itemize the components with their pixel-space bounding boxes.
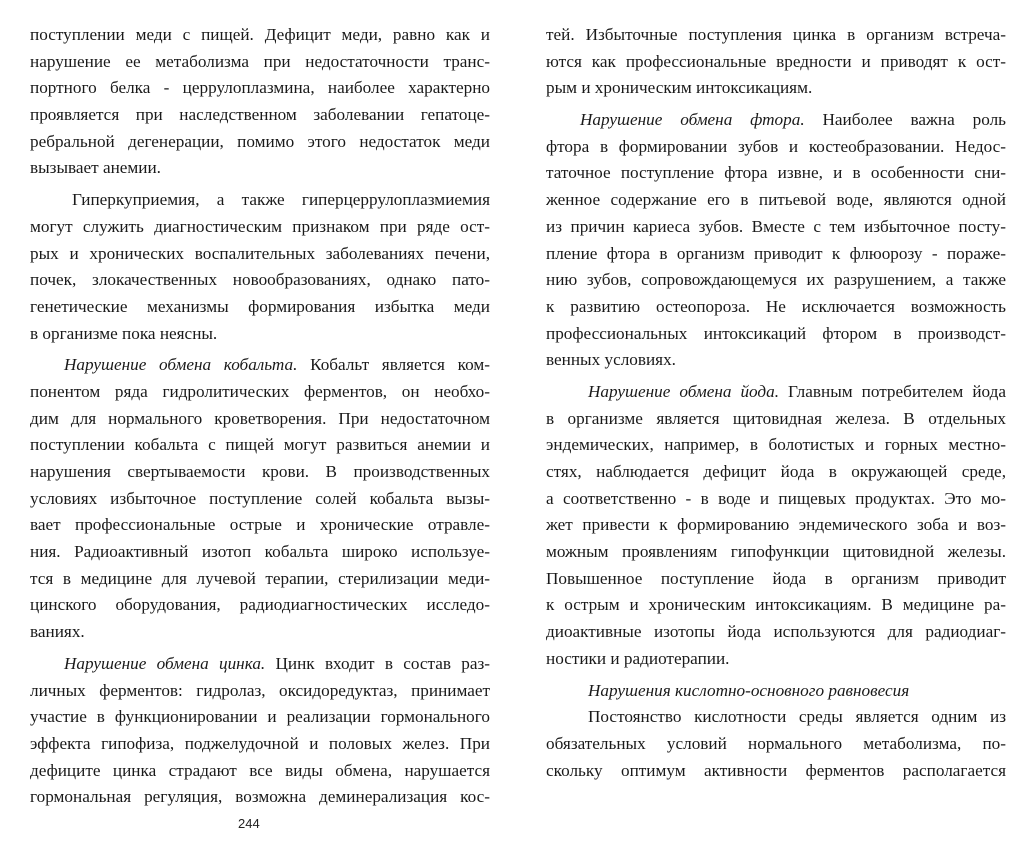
text-line: гормональная регуляция, возможна деминерализация кос-: [30, 787, 490, 807]
text-line: ностики и радиотерапии.: [546, 648, 730, 668]
text-line: Постоянство кислотности среды является одним из: [588, 707, 1006, 727]
text-line: ются как профессиональные вредности и приводят к ост-: [546, 51, 1006, 71]
text-line: [30, 352, 490, 379]
text-line: ваниях.: [30, 622, 85, 642]
right-column: [546, 22, 1006, 784]
section-heading-fluorine: Нарушение обмена фтора.: [580, 110, 805, 130]
paragraph-cobalt: [30, 352, 490, 646]
text-line: дим для нормального кроветворения. При недостаточном: [30, 408, 490, 428]
page-number: 244: [238, 816, 260, 831]
text-line: [30, 651, 490, 678]
text-line: Повышенное поступление йода в организм приводит: [546, 568, 1006, 588]
text-line: участие в функционировании и реализации гормонального: [30, 707, 490, 727]
text-fragment: Кобальт является ком-: [297, 355, 490, 375]
text-line: ния. Радиоактивный изотоп кобальта широко используе-: [30, 542, 490, 562]
text-line: скольку оптимум активности ферментов располагается: [546, 760, 1006, 780]
text-line: жет привести к формированию эндемического зоба и воз-: [546, 515, 1006, 535]
text-line: рым и хроническим интоксикациям.: [546, 78, 813, 98]
text-line: цинского оборудования, радиодиагностических исследо-: [30, 595, 490, 615]
text-line: вызывает анемии.: [30, 158, 161, 178]
text-line: к острым и хроническим интоксикациям. В медицине ра-: [546, 595, 1006, 615]
paragraph-hypercupremia: [30, 187, 490, 347]
text-line: диоактивные изотопы йода используются для радиодиаг-: [546, 622, 1006, 642]
paragraph-zinc-continued: [546, 22, 1006, 102]
text-line: пление фтора в организм приводит к флюорозу - пораже-: [546, 243, 1006, 263]
paragraph-iodine: [546, 379, 1006, 673]
text-fragment: Цинк входит в состав раз-: [265, 653, 490, 673]
section-heading-zinc: Нарушение обмена цинка.: [64, 653, 266, 673]
text-line: стях, наблюдается дефицит йода в окружающей среде,: [546, 462, 1006, 481]
text-line: портного белка - церрулоплазмина, наиболее характерно: [30, 78, 490, 98]
text-line: тся в медицине для лучевой терапии, стерилизации меди-: [30, 568, 490, 588]
text-line: дефиците цинка страдают все виды обмена, нарушается: [30, 760, 490, 780]
text-line: профессиональных интоксикаций фтором в производст-: [546, 323, 1006, 343]
text-line: вает профессиональные острые и хронические отравле-: [30, 515, 490, 535]
text-line: могут служить диагностическим признаком при ряде ост-: [30, 216, 490, 236]
text-fragment: Главным потребителем йода: [779, 381, 1006, 401]
text-line: почек, злокачественных новообразованиях, однако пато-: [30, 270, 490, 290]
text-line: нию зубов, сопровождающемуся их разрушением, а также: [546, 270, 1006, 290]
text-line: проявляется при наследственном заболевании гепатоце-: [30, 105, 490, 125]
text-line: поступлении кобальта с пищей могут развиться анемии и: [30, 435, 490, 455]
text-line: венных условиях.: [546, 350, 676, 370]
section-heading-cobalt: Нарушение обмена кобальта.: [64, 355, 298, 375]
text-line: в организме является щитовидная железа. В отдельных: [546, 408, 1006, 428]
text-line: можным проявлениям гипофункции щитовидной железы.: [546, 542, 1006, 562]
text-line: в организме пока неясны.: [30, 323, 218, 343]
text-line: эффекта гипофиза, поджелудочной и половых желез. При: [30, 733, 490, 753]
text-line: к развитию остеопороза. Не исключается возможность: [546, 296, 1006, 316]
text-line: рых и хронических воспалительных заболеваниях печени,: [30, 243, 490, 263]
paragraph-zinc: [30, 651, 490, 811]
text-line: [546, 107, 1006, 134]
text-line: личных ферментов: гидролаз, оксидоредуктаз, принимает: [30, 680, 490, 700]
paragraph-copper-deficiency: [30, 22, 490, 182]
text-line: нарушение ее метаболизма при недостаточности транс-: [30, 51, 490, 71]
text-line: [546, 379, 1006, 406]
text-line: таточное поступление фтора извне, и в особенности сни-: [546, 163, 1006, 183]
text-line: генетические механизмы формирования избытка меди: [30, 296, 490, 316]
text-line: тей. Избыточные поступления цинка в организм встреча-: [546, 25, 1006, 44]
left-column: [30, 22, 490, 811]
text-line: нарушения свертываемости крови. В производственных: [30, 462, 490, 481]
text-line: обязательных условий нормального метаболизма, по-: [546, 733, 1006, 753]
paragraph-acid-base: [546, 704, 1006, 784]
text-line: ребральной дегенерации, помимо этого недостаток меди: [30, 131, 490, 151]
section-heading-acid-base: Нарушения кислотно-основного равновесия: [588, 680, 910, 700]
text-line: женное содержание его в питьевой воде, являются одной: [546, 190, 1006, 210]
text-line: фтора в формировании зубов и костеобразовании. Недос-: [546, 136, 1006, 156]
paragraph-fluorine: [546, 107, 1006, 374]
section-heading-iodine: Нарушение обмена йода.: [588, 381, 780, 401]
text-line: Гиперкуприемия, а также гиперцеррулоплазмиемия: [72, 190, 490, 210]
text-line: эндемических, например, в болотистых и горных местно-: [546, 435, 1006, 455]
text-fragment: Наиболее важна роль: [804, 110, 1006, 130]
text-line: из причин кариеса зубов. Вместе с тем избыточное посту-: [546, 216, 1006, 236]
text-line: а соответственно - в воде и пищевых продуктах. Это мо-: [546, 488, 1006, 508]
text-line: поступлении меди с пищей. Дефицит меди, равно как и: [30, 25, 490, 44]
text-line: понентом ряда гидролитических ферментов, он необхо-: [30, 381, 490, 401]
text-line: условиях избыточное поступление солей кобальта вызы-: [30, 488, 490, 508]
